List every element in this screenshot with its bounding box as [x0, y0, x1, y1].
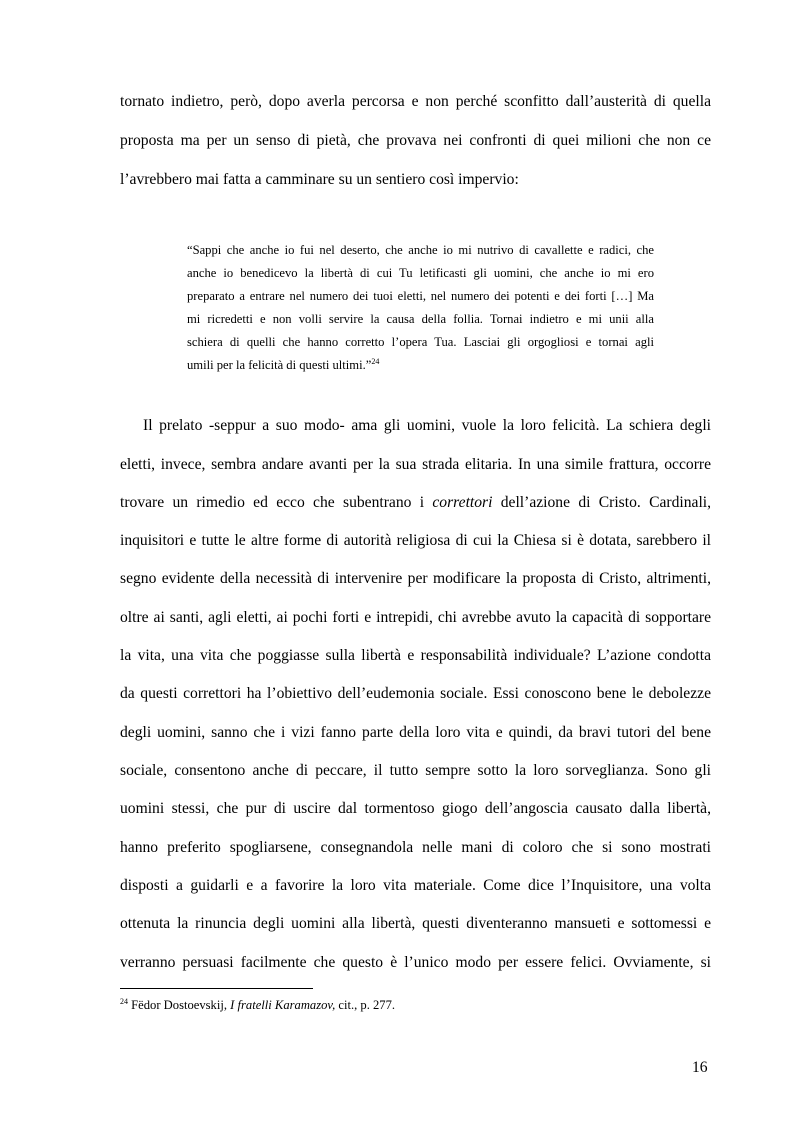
body-text-line: eletti, invece, sembra andare avanti per la sua strada elitaria. In una simile frattura, occorre: [120, 456, 711, 473]
body-text-line: degli uomini, sanno che i vizi fanno parte della loro vita e quindi, da bravi tutori del bene: [120, 724, 711, 741]
quote-line: preparato a entrare nel numero dei tuoi eletti, nel numero dei potenti e dei forti […] Ma: [187, 289, 654, 303]
body-text-line: verranno persuasi facilmente che questo è l’unico modo per essere felici. Ovviamente, si: [120, 954, 711, 971]
body-text-line: la vita, una vita che poggiasse sulla libertà e responsabilità individuale? L’azione condotta: [120, 647, 711, 664]
quote-line: [187, 358, 654, 373]
quote-line: anche io benedicevo la libertà di cui Tu letificasti gli uomini, che anche io mi ero: [187, 266, 654, 280]
body-text-line: [120, 494, 711, 512]
quote-line: “Sappi che anche io fui nel deserto, che anche io mi nutrivo di cavallette e radici, che: [187, 243, 654, 257]
footnote: [120, 998, 395, 1013]
body-text-line: oltre ai santi, agli eletti, ai pochi forti e intrepidi, chi avrebbe avuto la capacità di sopportare: [120, 609, 711, 626]
footnote-author: Fëdor Dostoevskij,: [128, 998, 231, 1012]
footnote-title: I fratelli Karamazov,: [230, 998, 336, 1012]
body-text-line: Il prelato -seppur a suo modo- ama gli uomini, vuole la loro felicità. La schiera degli: [143, 417, 711, 434]
body-text-line: tornato indietro, però, dopo averla percorsa e non perché sconfitto dall’austerità di quella: [120, 93, 711, 110]
body-text-line: da questi correttori ha l’obiettivo dell’eudemonia sociale. Essi conoscono bene le debolezze: [120, 685, 711, 702]
body-text-line: hanno preferito spogliarsene, consegnandola nelle mani di coloro che si sono mostrati: [120, 839, 711, 856]
text-run: trovare un rimedio ed ecco che subentrano i: [120, 494, 433, 511]
page-number: 16: [692, 1059, 708, 1076]
body-text-line: ottenuta la rinuncia degli uomini alla libertà, questi diventeranno mansueti e sottomessi e: [120, 915, 711, 932]
body-text-line: proposta ma per un senso di pietà, che provava nei confronti di quei milioni che non ce: [120, 132, 711, 149]
emphasis-correttori: correttori: [432, 494, 493, 511]
body-text-line: segno evidente della necessità di intervenire per modificare la proposta di Cristo, altrimenti,: [120, 570, 711, 587]
text-run: dell’azione di Cristo. Cardinali,: [492, 494, 712, 511]
body-text-line: sociale, consentono anche di peccare, il tutto sempre sotto la loro sorveglianza. Sono gli: [120, 762, 711, 779]
footnote-reference[interactable]: 24: [371, 357, 380, 366]
body-text-line: inquisitori e tutte le altre forme di autorità religiosa di cui la Chiesa si è dotata, sarebbero il: [120, 532, 711, 549]
body-text-line: disposti a guidarli e a favorire la loro vita materiale. Come dice l’Inquisitore, una volta: [120, 877, 711, 894]
body-text-line: uomini stessi, che pur di uscire dal tormentoso giogo dell’angoscia causato dalla libertà,: [120, 800, 711, 817]
quote-line: mi ricredetti e non volli servire la causa della follia. Tornai indietro e mi unii alla: [187, 312, 654, 326]
footnote-separator: [120, 988, 313, 989]
quote-last-text: umili per la felicità di questi ultimi.”: [187, 358, 372, 372]
body-text-line: l’avrebbero mai fatta a camminare su un sentiero così impervio:: [120, 171, 519, 188]
footnote-citation: cit., p. 277.: [335, 998, 396, 1012]
quote-line: schiera di quelli che hanno corretto l’opera Tua. Lasciai gli orgogliosi e tornai agli: [187, 335, 654, 349]
footnote-number: 24: [120, 997, 128, 1006]
